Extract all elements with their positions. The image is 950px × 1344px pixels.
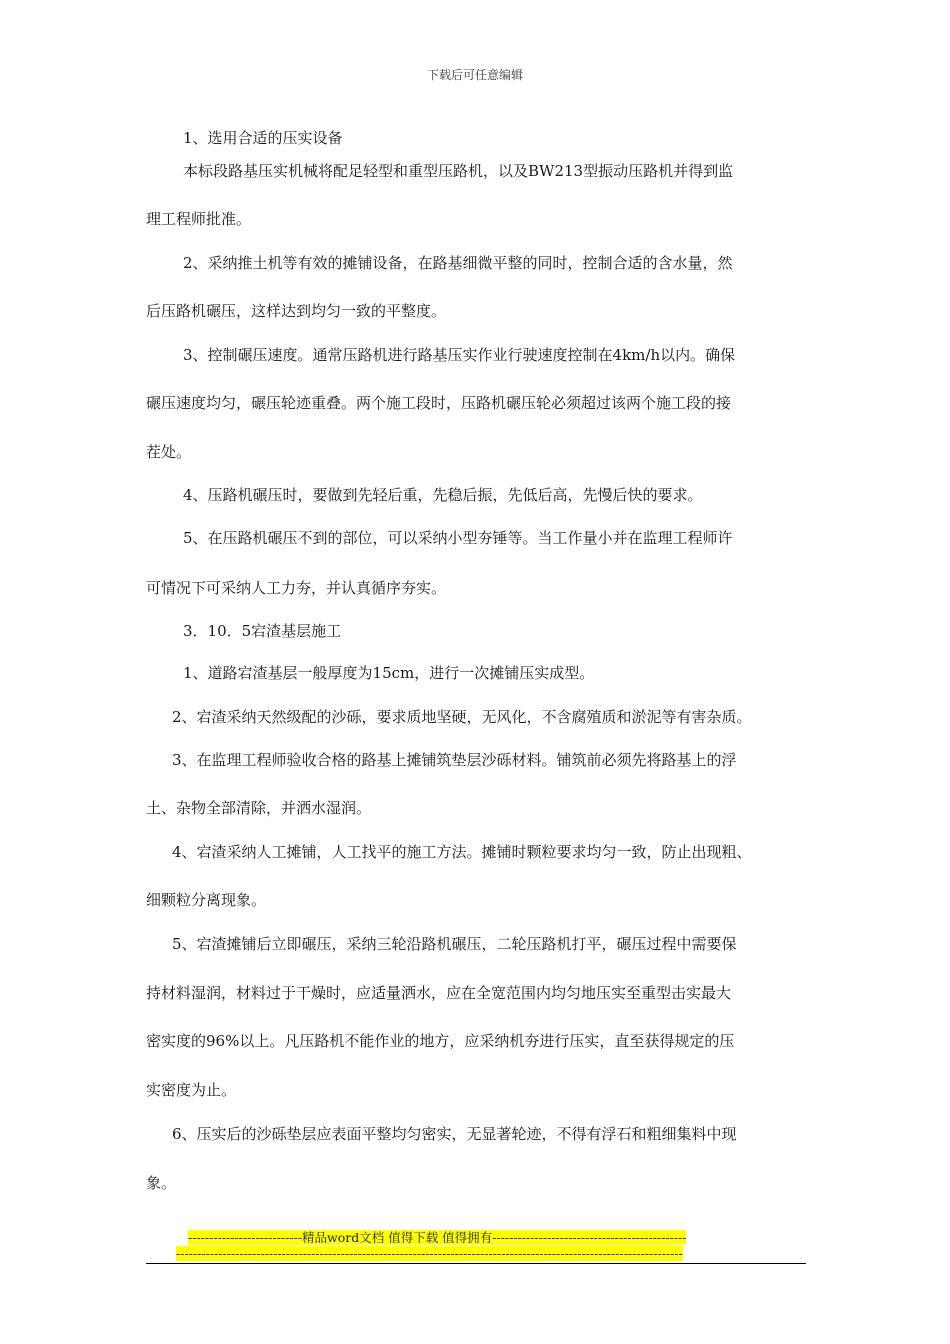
text-line: 本标段路基压实机械将配足轻型和重型压路机，以及BW213型振动压路机并得到监: [183, 162, 734, 180]
text-line: 5、宕渣摊铺后立即碾压，采纳三轮沿路机碾压，二轮压路机打平，碾压过程中需要保: [172, 935, 737, 953]
text-line: 持材料湿润，材料过于干燥时，应适量洒水，应在全宽范围内均匀地压实至重型击实最大: [146, 984, 732, 1002]
text-line: 细颗粒分离现象。: [146, 891, 267, 909]
text-line: 土、杂物全部清除，并洒水湿润。: [146, 799, 372, 817]
footer-dash-line: ------------------------------------------------------------------------------------------------------------------------: [176, 1246, 683, 1261]
text-line: 实密度为止。: [146, 1081, 237, 1099]
text-line: 象。: [146, 1174, 177, 1192]
footer-banner: ---------------------------精品word文档 值得下载 值得拥有----------------------------------------------: [188, 1230, 687, 1245]
text-line: 3、在监理工程师验收合格的路基上摊铺筑垫层沙砾材料。铺筑前必须先将路基上的浮: [172, 751, 737, 769]
text-line: 4、压路机碾压时，要做到先轻后重，先稳后振，先低后高，先慢后快的要求。: [183, 486, 703, 504]
text-line: 1、选用合适的压实设备: [183, 129, 343, 147]
text-line: 5、在压路机碾压不到的部位，可以采纳小型夯锤等。当工作量小并在监理工程师许: [183, 529, 733, 547]
page-header: 下载后可任意编辑: [426, 68, 523, 82]
text-line: 1、道路宕渣基层一般厚度为15cm，进行一次摊铺压实成型。: [183, 664, 595, 682]
text-line: 理工程师批准。: [146, 210, 252, 228]
footer-rule: [146, 1263, 806, 1264]
text-line: 茬处。: [146, 443, 192, 461]
text-line: 碾压速度均匀，碾压轮迹重叠。两个施工段时，压路机碾压轮必须超过该两个施工段的接: [146, 394, 732, 412]
text-line: 2、采纳推土机等有效的摊铺设备，在路基细微平整的同时，控制合适的含水量，然: [183, 254, 733, 272]
text-line: 密实度的96%以上。凡压路机不能作业的地方，应采纳机夯进行压实，直至获得规定的压: [146, 1032, 735, 1050]
text-line: 后压路机碾压，这样达到均匀一致的平整度。: [146, 302, 447, 320]
text-line: 2、宕渣采纳天然级配的沙砾，要求质地坚硬，无风化，不含腐殖质和淤泥等有害杂质。: [172, 708, 752, 726]
text-line: 可情况下可采纳人工力夯，并认真循序夯实。: [146, 579, 447, 597]
section-heading: 3．10．5宕渣基层施工: [183, 622, 342, 640]
text-line: 3、控制碾压速度。通常压路机进行路基压实作业行驶速度控制在4km/h以内。确保: [183, 346, 736, 364]
text-line: 4、宕渣采纳人工摊铺，人工找平的施工方法。摊铺时颗粒要求均匀一致，防止出现粗、: [172, 843, 752, 861]
text-line: 6、压实后的沙砾垫层应表面平整均匀密实，无显著轮迹，不得有浮石和粗细集料中现: [172, 1125, 737, 1143]
